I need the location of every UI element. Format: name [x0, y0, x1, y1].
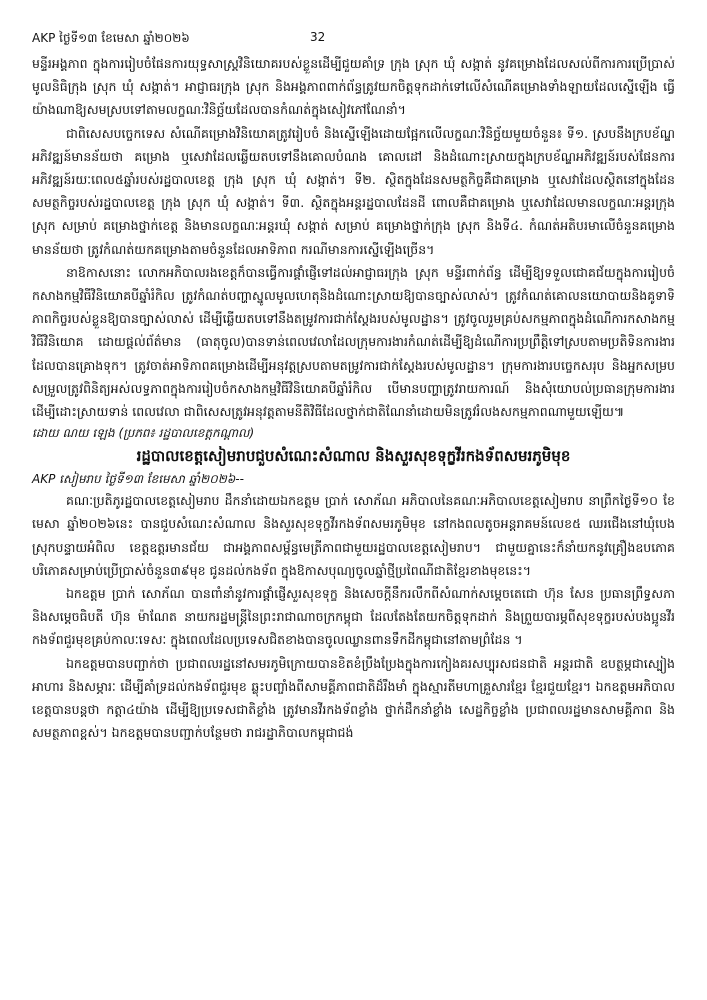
article2-paragraph-1: គណៈប្រតិភូរដ្ឋបាលខេត្តសៀមរាប ដឹកនាំដោយឯកឧត្តម ប្រាក់ សោភ័ណ អភិបាលនៃគណៈអភិបាលខេត្តសៀមរាប នាព្រឹកថ្ងៃទី១០ ខែមេសា ឆ្នាំ២០២៦នេះ បានជួបសំណេះសំណាល និងសួរសុខទុក្ខវីរកងទ័ពសមរភូមិមុខ នៅកងពលតូចអន្តរាគមន៍លេខ៥ ឈរជើងនៅឃុំបេង ស្រុកបន្ទាយអំពិល ខេត្តឧត្ដរមានជ័យ ជាអង្គភាពសម្ព័ន្ធមេត្រីភាពជាមួយរដ្ឋបាលខេត្តសៀមរាប។ ជាមួយគ្នានេះក៏នាំយកនូវគ្រឿងឧបភោគបរិភោគសម្រាប់ប្រើប្រាស់ចំនួន៣៩មុខ ជូនដល់កងទ័ព ក្នុងឱកាសបុណ្យចូលឆ្នាំថ្មីប្រពៃណីជាតិខ្មែរខាងមុខនេះ។: [32, 493, 675, 578]
page-header: [32, 30, 675, 52]
header-date: AKP ថ្ងៃទី១៣ ខែមេសា ឆ្នាំ២០២៦: [32, 31, 190, 45]
article2-headline: រដ្ឋបាលខេត្តសៀមរាបជួបសំណេះសំណាល និងសួរសុខទុក្ខវីរកងទ័ពសមរភូមិមុខ: [136, 447, 571, 466]
article1-paragraph-1: មន្ទីរអង្គភាព ក្នុងការរៀបចំផែនការយុទ្ធសាស្ត្រវិនិយោគរបស់ខ្លួនដើម្បីជួយគាំទ្រ ក្រុង ស្រុក ឃុំ សង្កាត់ នូវគម្រោងដែលសល់ពីការការប្រើប្រាស់មូលនិធិក្រុង ស្រុក ឃុំ សង្កាត់។ អាជ្ញាធរក្រុង ស្រុក និងអង្គភាពពាក់ព័ន្ធត្រូវយកចិត្តទុកដាក់ទៅលើសំណើគម្រោងទាំងឡាយដែលស្នើឡើង ធ្វើយ៉ាងណាឱ្យសមស្របទៅតាមលក្ខណៈវិនិច្ឆ័យដែលបានកំណត់ក្នុងសៀវភៅណែនាំ។: [32, 56, 675, 118]
article2-paragraph-2: ឯកឧត្តម ប្រាក់ សោភ័ណ បានពាំនាំនូវការផ្ដាំផ្ញើសួរសុខទុក្ខ និងសេចក្ដីនឹករលឹកពីសំណាក់សម្ដេចតេជោ ហ៊ុន សែន ប្រធានព្រឹទ្ធសភា និងសម្ដេចធិបតី ហ៊ុន ម៉ាណែត នាយករដ្ឋមន្ត្រីនៃព្រះរាជាណាចក្រកម្ពុជា ដែលតែងតែយកចិត្តទុកដាក់ និងព្រួយបារម្ភពីសុខទុក្ខរបស់បងប្អូនវីរកងទ័ពជួរមុខគ្រប់កាលៈទេសៈ ក្នុងពេលដែលប្រទេសជិតខាងបានចូលឈ្លានពានទឹកដីកម្ពុជានៅតាមព្រំដែន ។: [32, 586, 675, 648]
article2-dateline: AKP សៀមរាប ថ្ងៃទី១៣ ខែមេសា ឆ្នាំ២០២៦--: [32, 472, 244, 487]
page-number: 32: [310, 30, 326, 44]
article1-paragraph-3: នាឱកាសនោះ លោកអភិបាលរងខេត្តក៏បានធ្វើការផ្ដាំផ្ញើទៅដល់អាជ្ញាធរក្រុង ស្រុក មន្ទីរពាក់ព័ន្ធ ដើម្បីឱ្យទទួលជោគជ័យក្នុងការរៀបចំកសាងកម្មវិធីវិនិយោគបីឆ្នាំរំកិល ត្រូវកំណត់បញ្ហាស្នូលមូលហេតុនិងដំណោះស្រាយឱ្យបានច្បាស់លាស់។ ត្រូវកំណត់គោលនយោបាយនិងគូទាទិភាពកិច្ចរបស់ខ្លួនឱ្យបានច្បាស់លាស់ ដើម្បីឆ្លើយតបទៅនឹងតម្រូវការជាក់ស្ដែងរបស់មូលដ្ឋាន។ ត្រូវចូលរួមគ្រប់សកម្មភាពក្នុងដំណើការកសាងកម្មវិធីវិនិយោគ ដោយផ្ដល់ព័ត៌មាន (ធាតុចូល)បានទាន់ពេលវេលាដែលក្រុមការងារកំណត់ដើម្បីឱ្យដំណើការប្រព្រឹត្តិទៅស្របតាមប្រតិទិនការងារដែលបានគ្រោងទុក។ ត្រូវចាត់អាទិភាពគម្រោងដើម្បីអនុវត្តស្របតាមតម្រូវការជាក់ស្ដែងរបស់មូលដ្ឋាន។ ក្រុមការងារបច្ចេកសរុប និងអ្នកសម្របសម្រួលត្រូវពិនិត្យអស់លទ្ធភាពក្នុងការរៀបចំកសាងកម្មវិធីវិនិយោគបីឆ្នាំរំកិល បើមានបញ្ហាត្រូវរាយការណ៍ និងសុំយោបល់ប្រធានក្រុមការងារ ដើម្បីដោះស្រាយទាន់ ពេលវេលា ជាពិសេសត្រូវអនុវត្តតាមនីតិវិធីដែលថ្នាក់ជាតិណែនាំដោយមិនត្រូវរំលងសកម្មភាពណាមួយឡើយ៕: [32, 264, 675, 420]
article1-byline: ដោយ ណយ ឡេង (ប្រភព៖ រដ្ឋបាលខេត្តកណ្ដាល): [32, 426, 255, 441]
article1-paragraph-2: ជាពិសេសបច្ចេកទេស សំណើគម្រោងវិនិយោគត្រូវរៀបចំ និងស្នើឡើងដោយផ្អែកលើលក្ខណៈវិនិច្ឆ័យមួយចំនួន៖ ទី១. ស្របនឹងក្របខ័ណ្ឌអភិវឌ្ឍន៍មានន័យថា គម្រោង ឬសេវាដែលឆ្លើយតបទៅនឹងគោលបំណង គោលដៅ និងដំណោះស្រាយក្នុងក្របខ័ណ្ឌអភិវឌ្ឍន៍របស់ផែនការអភិវឌ្ឍន៍រយៈពេល៥ឆ្នាំរបស់រដ្ឋបាលខេត្ត ក្រុង ស្រុក ឃុំ សង្កាត់។ ទី២. ស្ថិតក្នុងដែនសមត្ថកិច្ចគឺជាគម្រោង ឬសេវាដែលស្ថិតនៅក្នុងដែនសមត្ថកិច្ចរបស់រដ្ឋបាលខេត្ត ក្រុង ស្រុក ឃុំ សង្កាត់។ ទី៣. ស្ថិតក្នុងអន្តរដ្ឋបាលដែនដី ពោលគឺជាគម្រោង ឬសេវាដែលមានលក្ខណៈអន្តរក្រុង ស្រុក សម្រាប់ គម្រោងថ្នាក់ខេត្ត និងមានលក្ខណៈអន្តរឃុំ សង្កាត់ សម្រាប់ គម្រោងថ្នាក់ក្រុង ស្រុក និងទី៤. កំណត់អតិបរមាលើចំនួនគម្រោង មានន័យថា ត្រូវកំណត់យកគម្រោងតាមចំនួនដែលអាទិភាព ករណីមានការស្នើឡើងច្រើន។: [32, 125, 675, 257]
article2-paragraph-3: ឯកឧត្តមបានបញ្ជាក់ថា ប្រជាពលរដ្ឋនៅសមរភូមិក្រោយបានខិតខំប្រឹងប្រែងក្នុងការកៀងគរសប្បុរសជនជាតិ អន្តរជាតិ ឧបត្ថម្ភជាស្បៀងអាហារ និងសម្ភារៈ ដើម្បីគាំទ្រដល់កងទ័ពជួរមុខ ឆ្លុះបញ្ចាំងពីសាមគ្គីភាពជាតិដ៏រឹងមាំ ក្នុងស្មារតីមហាគ្រួសារខ្មែរ ខ្មែរជួយខ្មែរ។ ឯកឧត្តមអភិបាលខេត្តបានបន្ដថា កត្តា៤យ៉ាង ដើម្បីឱ្យប្រទេសជាតិខ្លាំង ត្រូវមានវីរកងទ័ពខ្លាំង ថ្នាក់ដឹកនាំខ្លាំង សេដ្ឋកិច្ចខ្លាំង ប្រជាពលរដ្ឋមានសាមគ្គីភាព និងសមត្ថភាពខ្ពស់។ ឯកឧត្តមបានបញ្ជាក់បន្ថែមថា រាជរដ្ឋាភិបាលកម្ពុជាជង់: [32, 655, 675, 741]
